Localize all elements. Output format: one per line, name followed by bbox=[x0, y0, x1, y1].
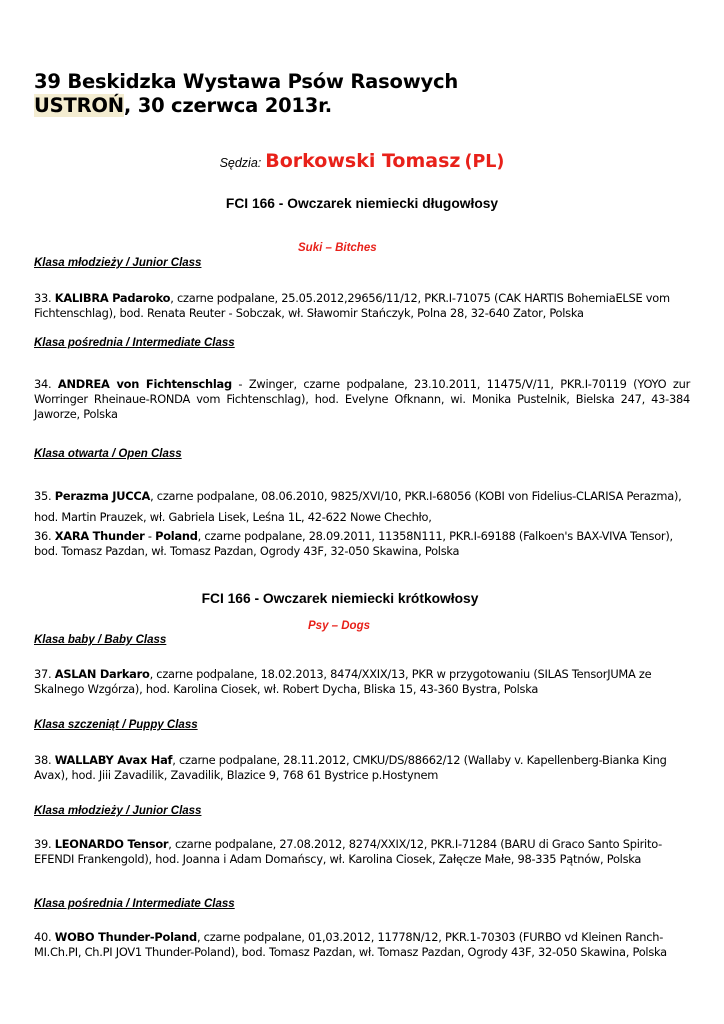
judge-label: Sędzia: bbox=[219, 156, 262, 170]
entry-33: 33. KALIBRA Padaroko, czarne podpalane, 25.05.2012,29656/11/12, PKR.I-71075 (CAK HARTIS BohemiaELSE vom Fichtenschlag), bod. Renata Reuter - Sobczak, wł. Sławomir Stańczyk, Polna 28, 32-640 Zator, Polska bbox=[34, 291, 670, 320]
class-heading-junior-2: Klasa młodzieży / Junior Class bbox=[34, 805, 202, 817]
entry-38: 38. WALLABY Avax Haf, czarne podpalane, 28.11.2012, CMKU/DS/88662/12 (Wallaby v. Kapellenberg-Bianka King Avax), hod. Jiii Zavadilik, Zavadilik, Blazice 9, 768 61 Bystrice p.Hostynem bbox=[34, 753, 667, 782]
judge-name: Borkowski Tomasz bbox=[265, 150, 461, 172]
dog-name-suffix: Poland bbox=[155, 529, 198, 543]
breed-heading-shorthair: FCI 166 - Owczarek niemiecki krótkowłosy bbox=[201, 591, 479, 606]
sex-heading-bitches: Suki – Bitches bbox=[298, 242, 377, 254]
show-date: , 30 czerwca 2013r. bbox=[123, 94, 333, 117]
entry-37: 37. ASLAN Darkaro, czarne podpalane, 18.02.2013, 8474/XXIX/13, PKR w przygotowaniu (SILAS TensorJUMA ze Skalnego Wzgórza), hod. Karolina Ciosek, wł. Robert Dycha, Bliska 15, 43-360 Bystra, Polska bbox=[34, 667, 652, 696]
entry-35: 35. Perazma JUCCA, czarne podpalane, 08.06.2010, 9825/XVI/10, PKR.I-68056 (KOBI von Fidelius-CLARISA Perazma), bbox=[34, 489, 682, 503]
show-title: 39 Beskidzka Wystawa Psów Rasowych bbox=[34, 70, 459, 93]
judge-country: (PL) bbox=[464, 152, 505, 172]
dog-name: WOBO Thunder-Poland bbox=[54, 930, 197, 944]
class-heading-intermediate-2: Klasa pośrednia / Intermediate Class bbox=[34, 898, 235, 910]
sex-heading-dogs: Psy – Dogs bbox=[308, 620, 370, 632]
dog-name: LEONARDO Tensor bbox=[54, 837, 169, 851]
dog-name: WALLABY Avax Haf bbox=[54, 753, 173, 767]
dog-name: ANDREA von Fichtenschlag bbox=[57, 377, 232, 391]
entry-34: 34. ANDREA von Fichtenschlag - Zwinger, czarne podpalane, 23.10.2011, 11475/V/11, PKR.I-70119 (YOYO zur Worringer Rheinaue-RONDA vom Fichtenschlag), hod. Evelyne Ofknann, wi. Monika Pustelnik, Bielska 247, 43-384 Jaworze, Polska bbox=[34, 377, 690, 421]
dog-name: KALIBRA Padaroko bbox=[54, 291, 171, 305]
class-heading-puppy: Klasa szczeniąt / Puppy Class bbox=[34, 719, 198, 731]
entry-39: 39. LEONARDO Tensor, czarne podpalane, 27.08.2012, 8274/XXIX/12, PKR.I-71284 (BARU di Graco Santo Spirito-EFENDI Frankengold), hod. Joanna i Adam Domańscy, wł. Karolina Ciosek, Załęcze Małe, 98-335 Pątnów, Polska bbox=[34, 837, 662, 866]
dog-name: ASLAN Darkaro bbox=[54, 667, 150, 681]
show-date-place bbox=[34, 94, 332, 118]
class-heading-baby: Klasa baby / Baby Class bbox=[34, 634, 167, 646]
class-heading-intermediate: Klasa pośrednia / Intermediate Class bbox=[34, 337, 235, 349]
entry-40: 40. WOBO Thunder-Poland, czarne podpalane, 01,03.2012, 11778N/12, PKR.1-70303 (FURBO vd Kleinen Ranch-MI.Ch.PI, Ch.PI JOV1 Thunder-Poland), bod. Tomasz Pazdan, wł. Tomasz Pazdan, Ogrody 43F, 32-050 Skawina, Polska bbox=[34, 930, 667, 959]
class-heading-open: Klasa otwarta / Open Class bbox=[34, 448, 182, 460]
entry-35-line2: hod. Martin Prauzek, wł. Gabriela Lisek, Leśna 1L, 42-622 Nowe Chechło, bbox=[34, 510, 432, 524]
dog-name: Perazma JUCCA bbox=[54, 489, 151, 503]
entry-36: 36. XARA Thunder - Poland, czarne podpalane, 28.09.2011, 11358N111, PKR.I-69188 (Falkoen's BAX-VIVA Tensor), bod. Tomasz Pazdan, wł. Tomasz Pazdan, Ogrody 43F, 32-050 Skawina, Polska bbox=[34, 529, 673, 558]
show-place: USTROŃ bbox=[34, 94, 124, 117]
breed-heading-longhair: FCI 166 - Owczarek niemiecki długowłosy bbox=[225, 196, 499, 211]
dog-name: XARA Thunder bbox=[54, 529, 145, 543]
judge-line bbox=[0, 147, 724, 177]
class-heading-junior: Klasa młodzieży / Junior Class bbox=[34, 257, 202, 269]
